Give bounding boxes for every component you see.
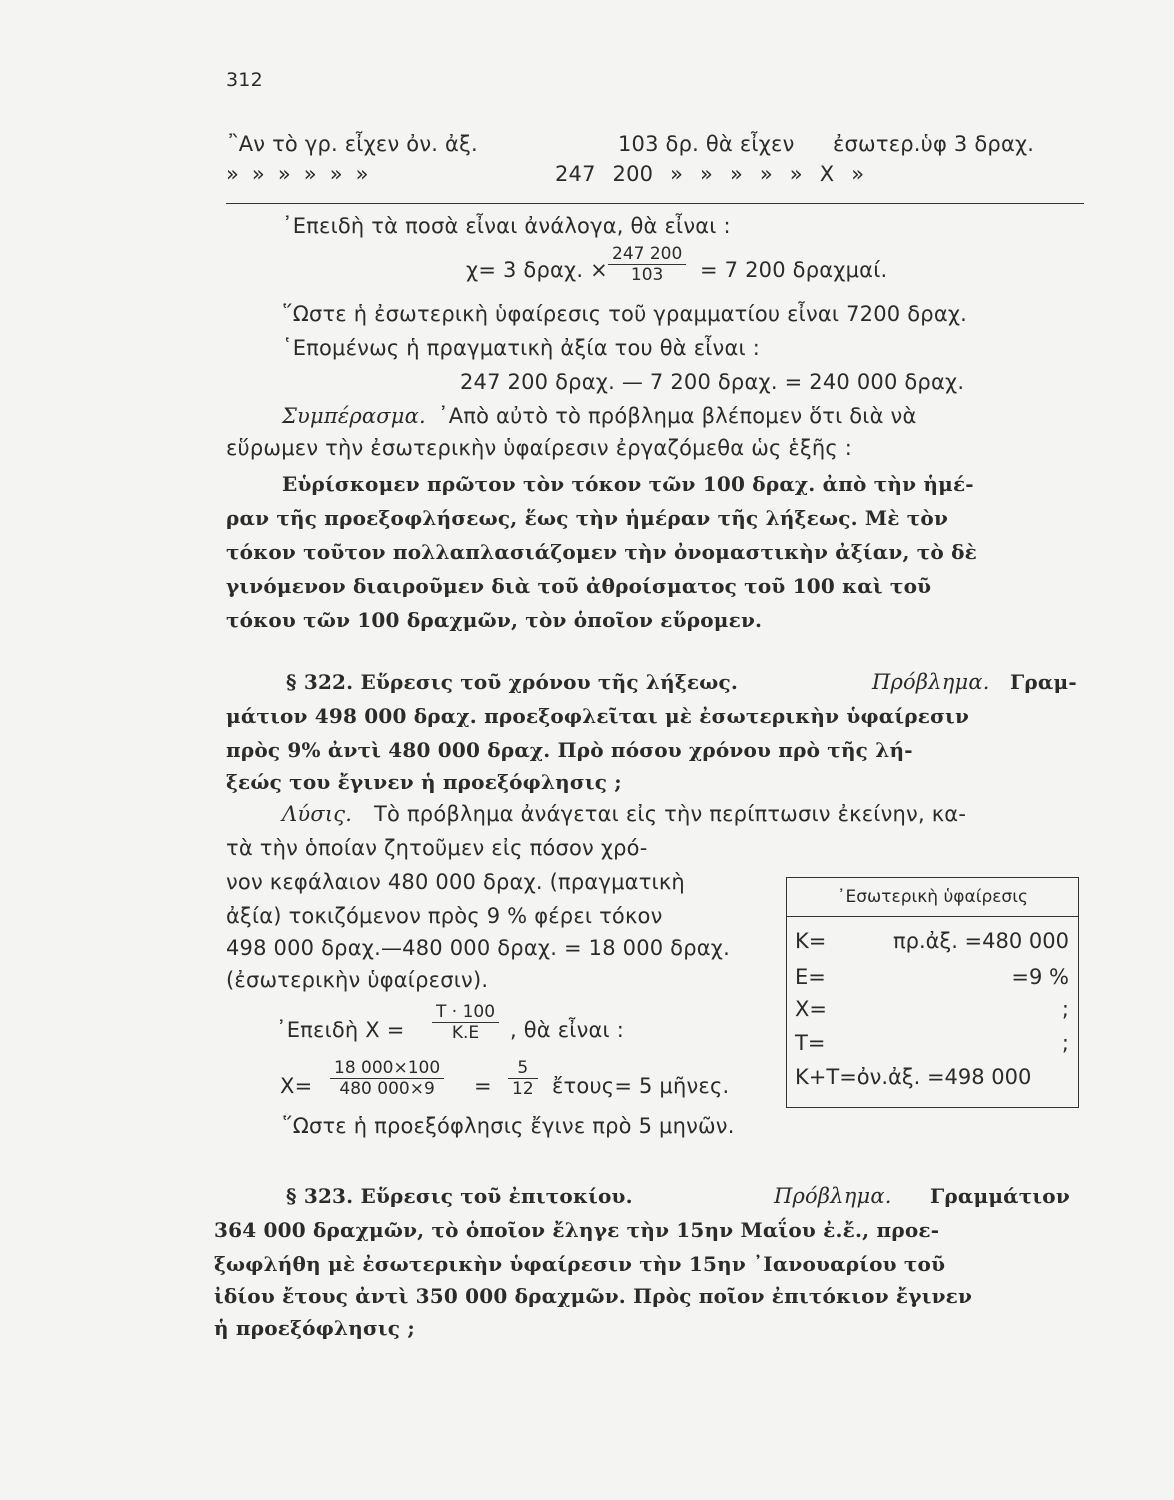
formula-1-denominator: Κ.Ε <box>451 1023 480 1043</box>
formula-1-right: , θὰ εἶναι : <box>510 1018 625 1042</box>
section-322-conclusion: ῞Ωστε ἡ προεξόφλησις ἔγινε πρὸ 5 μηνῶν. <box>282 1114 735 1138</box>
formula-2-numerator: 18 000×100 <box>330 1058 444 1079</box>
formula-1-numerator: Τ · 100 <box>432 1002 499 1023</box>
box-row-t-label: Τ= <box>795 1031 826 1055</box>
section-322-line-2: μάτιον 498 000 δραχ. προεξοφλεῖται μὲ ἐσωτερικὴν ὑφαίρεσιν <box>226 704 970 728</box>
formula-2-left: Χ= <box>280 1074 313 1098</box>
text-line-3: ῾Επομένως ἡ πραγματικὴ ἀξία του θὰ εἶναι : <box>282 336 760 360</box>
section-322-problem-label: Πρόβλημα. <box>872 670 990 694</box>
formula-1-fraction <box>432 1002 499 1043</box>
box-row-k-value: πρ.ἀξ. =480 000 <box>893 929 1069 953</box>
equation-1-denominator: 103 <box>630 265 664 285</box>
section-322-line-4: ξεώς του ἔγινεν ἡ προεξόφλησις ; <box>226 770 622 794</box>
formula-2-fraction <box>330 1058 444 1099</box>
formula-2-fraction-2 <box>508 1058 538 1099</box>
box-row-kt-label: Κ+Τ=ὀν.ἀξ. =498 000 <box>795 1065 1032 1089</box>
equation-1-fraction <box>608 244 686 285</box>
solution-line-6: (ἐσωτερικὴν ὑφαίρεσιν). <box>226 968 489 992</box>
table-row-2-col-b: 247 200 » » » » » Χ » <box>555 162 865 186</box>
section-323-title: § 323. Εὕρεσις τοῦ ἐπιτοκίου. <box>286 1184 633 1208</box>
text-line-5: ᾿Απὸ αὐτὸ τὸ πρόβλημα βλέπομεν ὅτι διὰ νὰ <box>438 404 917 428</box>
equation-1-right: = 7 200 δραχμαί. <box>700 258 888 282</box>
section-322-title: § 322. Εὕρεσις τοῦ χρόνου τῆς λήξεως. <box>286 670 739 694</box>
formula-2-denominator: 480 000×9 <box>339 1079 435 1099</box>
table-row-1-col-c: ἐσωτερ.ὑφ 3 δραχ. <box>833 132 1035 156</box>
text-line-1: ᾿Επειδὴ τὰ ποσὰ εἶναι ἀνάλογα, θὰ εἶναι : <box>282 214 731 238</box>
page-number: 312 <box>226 69 263 91</box>
solution-line-1: Τὸ πρόβλημα ἀνάγεται εἰς τὴν περίπτωσιν ἐκείνην, κα- <box>374 802 967 826</box>
solution-label: Λύσις. <box>282 802 353 826</box>
text-line-6: εὕρωμεν τὴν ἐσωτερικὴν ὑφαίρεσιν ἐργαζόμεθα ὡς ἑξῆς : <box>226 436 853 460</box>
equation-1-numerator: 247 200 <box>608 244 686 265</box>
section-322-line-3: πρὸς 9% ἀντὶ 480 000 δραχ. Πρὸ πόσου χρόνου πρὸ τῆς λή- <box>226 738 913 762</box>
rule-line-4: γινόμενον διαιροῦμεν διὰ τοῦ ἀθροίσματος τοῦ 100 καὶ τοῦ <box>226 574 932 598</box>
formula-1-left: ᾿Επειδὴ Χ = <box>276 1018 405 1042</box>
formula-2-denominator-2: 12 <box>512 1079 534 1099</box>
box-row-e-value: =9 % <box>1011 965 1069 989</box>
solution-line-2: τὰ τὴν ὁποίαν ζητοῦμεν εἰς πόσον χρό- <box>226 836 648 860</box>
section-323-problem-label: Πρόβλημα. <box>774 1184 892 1208</box>
text-line-4: 247 200 δραχ. — 7 200 δραχ. = 240 000 δραχ. <box>460 370 965 394</box>
text-line-2: ῞Ωστε ἡ ἐσωτερικὴ ὑφαίρεσις τοῦ γραμματίου εἶναι 7200 δραχ. <box>282 302 968 326</box>
table-row-1-col-b: 103 δρ. θὰ εἶχεν <box>618 132 795 156</box>
box-row-x-value: ; <box>1061 997 1069 1021</box>
section-323-line-3: ξωφλήθη μὲ ἐσωτερικὴν ὑφαίρεσιν τὴν 15ην ᾿Ιανουαρίου τοῦ <box>214 1252 946 1276</box>
equation-1-left: χ= 3 δραχ. × <box>466 258 608 282</box>
table-rule <box>226 203 1084 204</box>
section-322-line-1-end: Γραμ- <box>1010 670 1077 694</box>
section-323-line-5: ἡ προεξόφλησις ; <box>214 1316 415 1340</box>
rule-line-3: τόκον τοῦτον πολλαπλασιάζομεν τὴν ὀνομαστικὴν ἀξίαν, τὸ δὲ <box>226 540 978 564</box>
table-row-1-col-a: ῍Αν τὸ γρ. εἶχεν ὀν. ἀξ. <box>228 132 478 156</box>
solution-line-5: 498 000 δραχ.—480 000 δραχ. = 18 000 δραχ. <box>226 936 731 960</box>
formula-2-equals: = <box>474 1074 492 1098</box>
conclusion-label: Συμπέρασμα. <box>282 404 426 428</box>
rule-line-5: τόκου τῶν 100 δραχμῶν, τὸν ὁποῖον εὕρομεν. <box>226 608 763 632</box>
internal-discount-box <box>786 877 1079 1108</box>
rule-line-2: ραν τῆς προεξοφλήσεως, ἕως τὴν ἡμέραν τῆς λήξεως. Μὲ τὸν <box>226 506 949 530</box>
formula-2-right: ἔτους= 5 μῆνες. <box>552 1074 730 1098</box>
solution-line-3: νον κεφάλαιον 480 000 δραχ. (πραγματικὴ <box>226 870 685 894</box>
box-row-t-value: ; <box>1061 1031 1069 1055</box>
section-323-line-4: ἰδίου ἔτους ἀντὶ 350 000 δραχμῶν. Πρὸς ποῖον ἐπιτόκιον ἔγινεν <box>214 1284 973 1308</box>
solution-line-4: ἀξία) τοκιζόμενον πρὸς 9 % φέρει τόκον <box>226 904 663 928</box>
section-323-line-1-end: Γραμμάτιον <box>930 1184 1070 1208</box>
box-header: ᾿Εσωτερικὴ ὑφαίρεσις <box>787 878 1078 917</box>
box-row-x-label: Χ= <box>795 997 827 1021</box>
box-row-e-label: Ε= <box>795 965 826 989</box>
box-row-k-label: Κ= <box>795 929 827 953</box>
section-323-line-2: 364 000 δραχμῶν, τὸ ὁποῖον ἔληγε τὴν 15ην Μαΐου ἐ.ἔ., προε- <box>214 1218 940 1242</box>
formula-2-numerator-2: 5 <box>508 1058 538 1079</box>
table-row-2-col-a: » » » » » » <box>226 162 369 186</box>
rule-line-1: Εὑρίσκομεν πρῶτον τὸν τόκον τῶν 100 δραχ. ἀπὸ τὴν ἡμέ- <box>282 472 974 496</box>
